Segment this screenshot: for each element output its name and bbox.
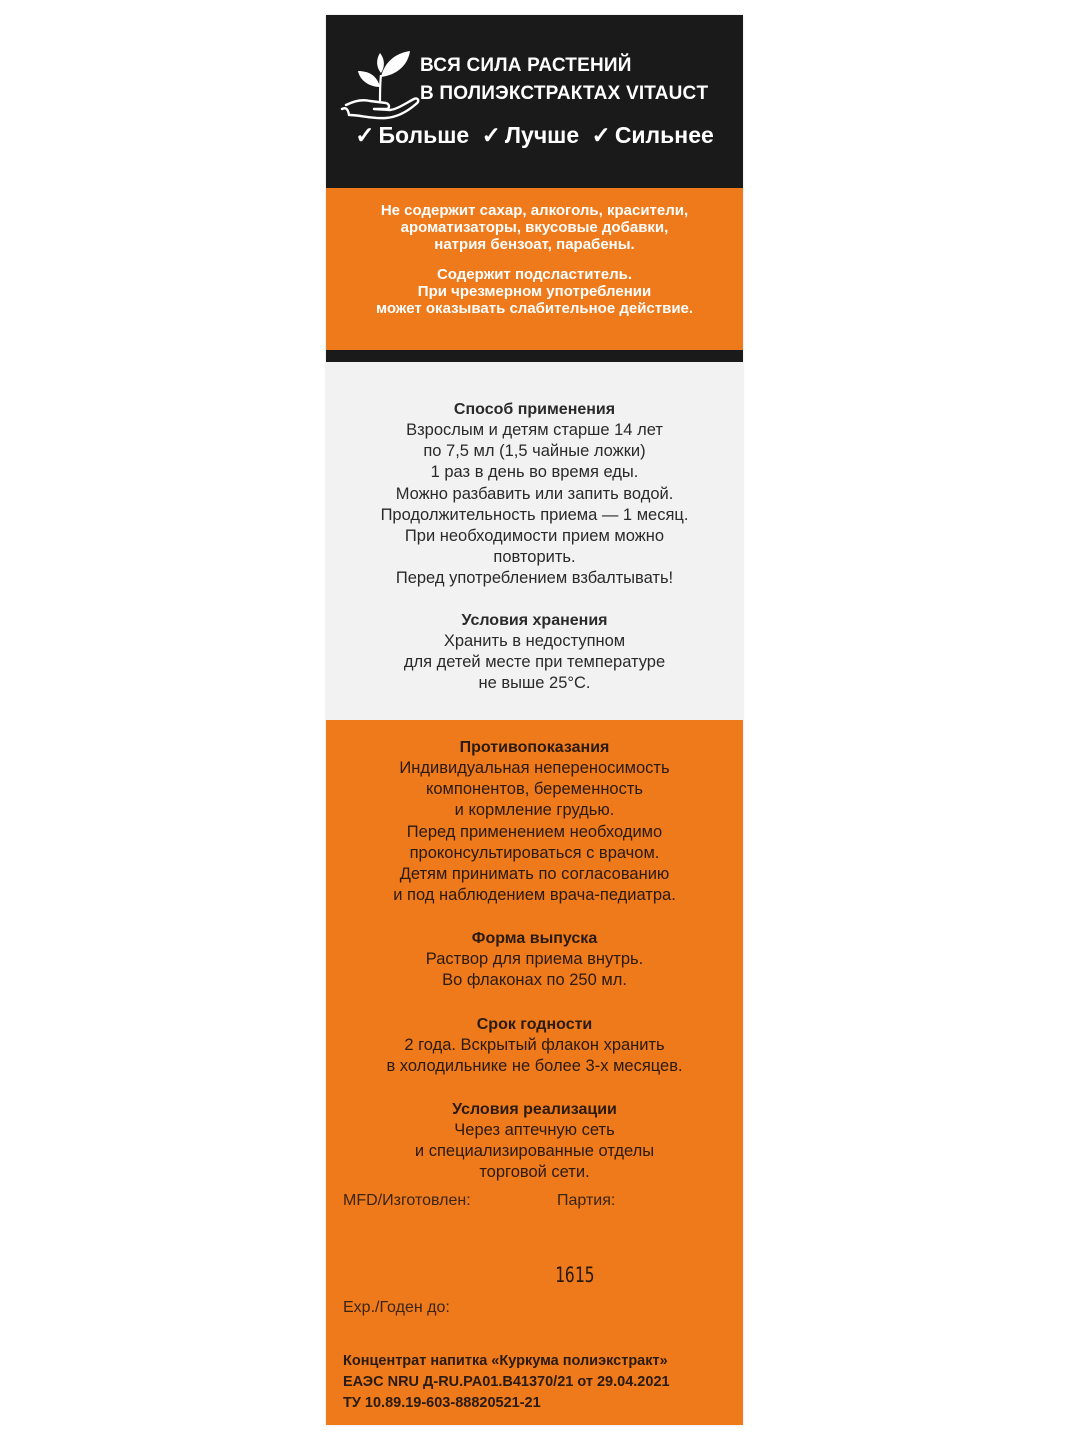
notice-line: ароматизаторы, вкусовые добавки, [400,219,669,236]
storage-line: для детей месте при температуре [403,653,666,672]
batch-label: Партия: [557,1192,616,1209]
contraindications-heading: Противопоказания [459,739,610,756]
sales-block [326,1099,743,1184]
form-heading: Форма выпуска [471,930,598,947]
contraindications-line: и под наблюдением врача-педиатра. [393,886,676,905]
sales-line: и специализированные отделы [414,1142,655,1161]
footer-line: Концентрат напитка «Куркума полиэкстракт» [343,1353,668,1369]
notice-line: При чрезмерном употреблении [417,283,652,300]
footer-line: ЕАЭС NRU Д-RU.PA01.B41370/21 от 29.04.2021 [343,1374,670,1390]
notice-line: Не содержит сахар, алкоголь, красители, [380,202,689,219]
plant-in-hand-icon [340,43,422,123]
shelf-life-line: в холодильнике не более 3-х месяцев. [386,1057,683,1076]
usage-heading: Способ применения [453,401,616,418]
brand-header [326,15,743,188]
shelf-life-heading: Срок годности [476,1016,593,1033]
usage-line: 1 раз в день во время еды. [430,463,639,482]
lot-number: 1615 [555,1263,595,1287]
manufacture-date-label: MFD/Изготовлен: [343,1192,471,1209]
notice-paragraph [326,202,743,253]
contraindications-line: Детям принимать по согласованию [399,865,670,884]
form-line: Во флаконах по 250 мл. [442,971,627,990]
usage-line: При необходимости прием можно [404,527,665,546]
checkmark-icon: ✓ [355,122,375,148]
notice-line: натрия бензоат, парабены. [434,236,635,253]
contraindications-line: проконсультироваться с врачом. [409,843,660,862]
storage-line: не выше 25°С. [478,674,591,693]
usage-line: повторить. [493,548,576,567]
details-section [326,720,743,1425]
benefit-label: Больше [378,122,470,148]
storage-heading: Условия хранения [461,612,608,629]
brand-tagline [420,52,708,108]
usage-line: по 7,5 мл (1,5 чайные ложки) [423,442,646,461]
usage-line: Можно разбавить или запить водой. [395,484,674,503]
contraindications-line: компонентов, беременность [425,780,644,799]
form-block [326,928,743,991]
contraindications-block [326,737,743,906]
sales-heading: Условия реализации [452,1101,617,1118]
storage-block [326,610,743,695]
tagline-line: В ПОЛИЭКСТРАКТАХ VITAUCT [420,83,709,104]
usage-line: Продолжительность приема — 1 месяц. [380,505,689,524]
form-line: Раствор для приема внутрь. [425,950,644,968]
notice-paragraph [326,266,743,317]
footer-line: ТУ 10.89.19-603-88820521-21 [343,1395,541,1411]
shelf-life-block [326,1014,743,1077]
benefit-item [355,122,469,148]
sales-line: торговой сети. [479,1163,590,1182]
notice-line: может оказывать слабительное действие. [375,300,694,317]
notice-line: Содержит подсластитель. [436,266,633,283]
storage-line: Хранить в недоступном [443,632,626,650]
benefit-item [592,122,714,148]
usage-line: Взрослым и детям старше 14 лет [406,421,663,439]
benefit-checklist [326,122,743,149]
expiry-date-label: Exp./Годен до: [343,1299,450,1316]
contraindications-line: и кормление грудью. [454,801,615,820]
benefit-label: Сильнее [614,122,714,148]
label-panel [326,15,743,1425]
benefit-item [482,122,580,148]
contraindications-line: Индивидуальная непереносимость [399,759,670,777]
composition-notice [326,188,743,350]
usage-line: Перед употреблением взбалтывать! [395,569,674,588]
checkmark-icon: ✓ [481,122,501,148]
checkmark-icon: ✓ [591,122,611,148]
tagline-line: ВСЯ СИЛА РАСТЕНИЙ [420,55,632,76]
divider-stripe [326,350,743,362]
sales-line: Через аптечную сеть [454,1121,615,1139]
instructions-section [326,362,743,720]
benefit-label: Лучше [504,122,580,148]
usage-block [326,399,743,590]
shelf-life-line: 2 года. Вскрытый флакон хранить [404,1036,665,1054]
contraindications-line: Перед применением необходимо [406,822,663,841]
product-registration [343,1351,670,1414]
